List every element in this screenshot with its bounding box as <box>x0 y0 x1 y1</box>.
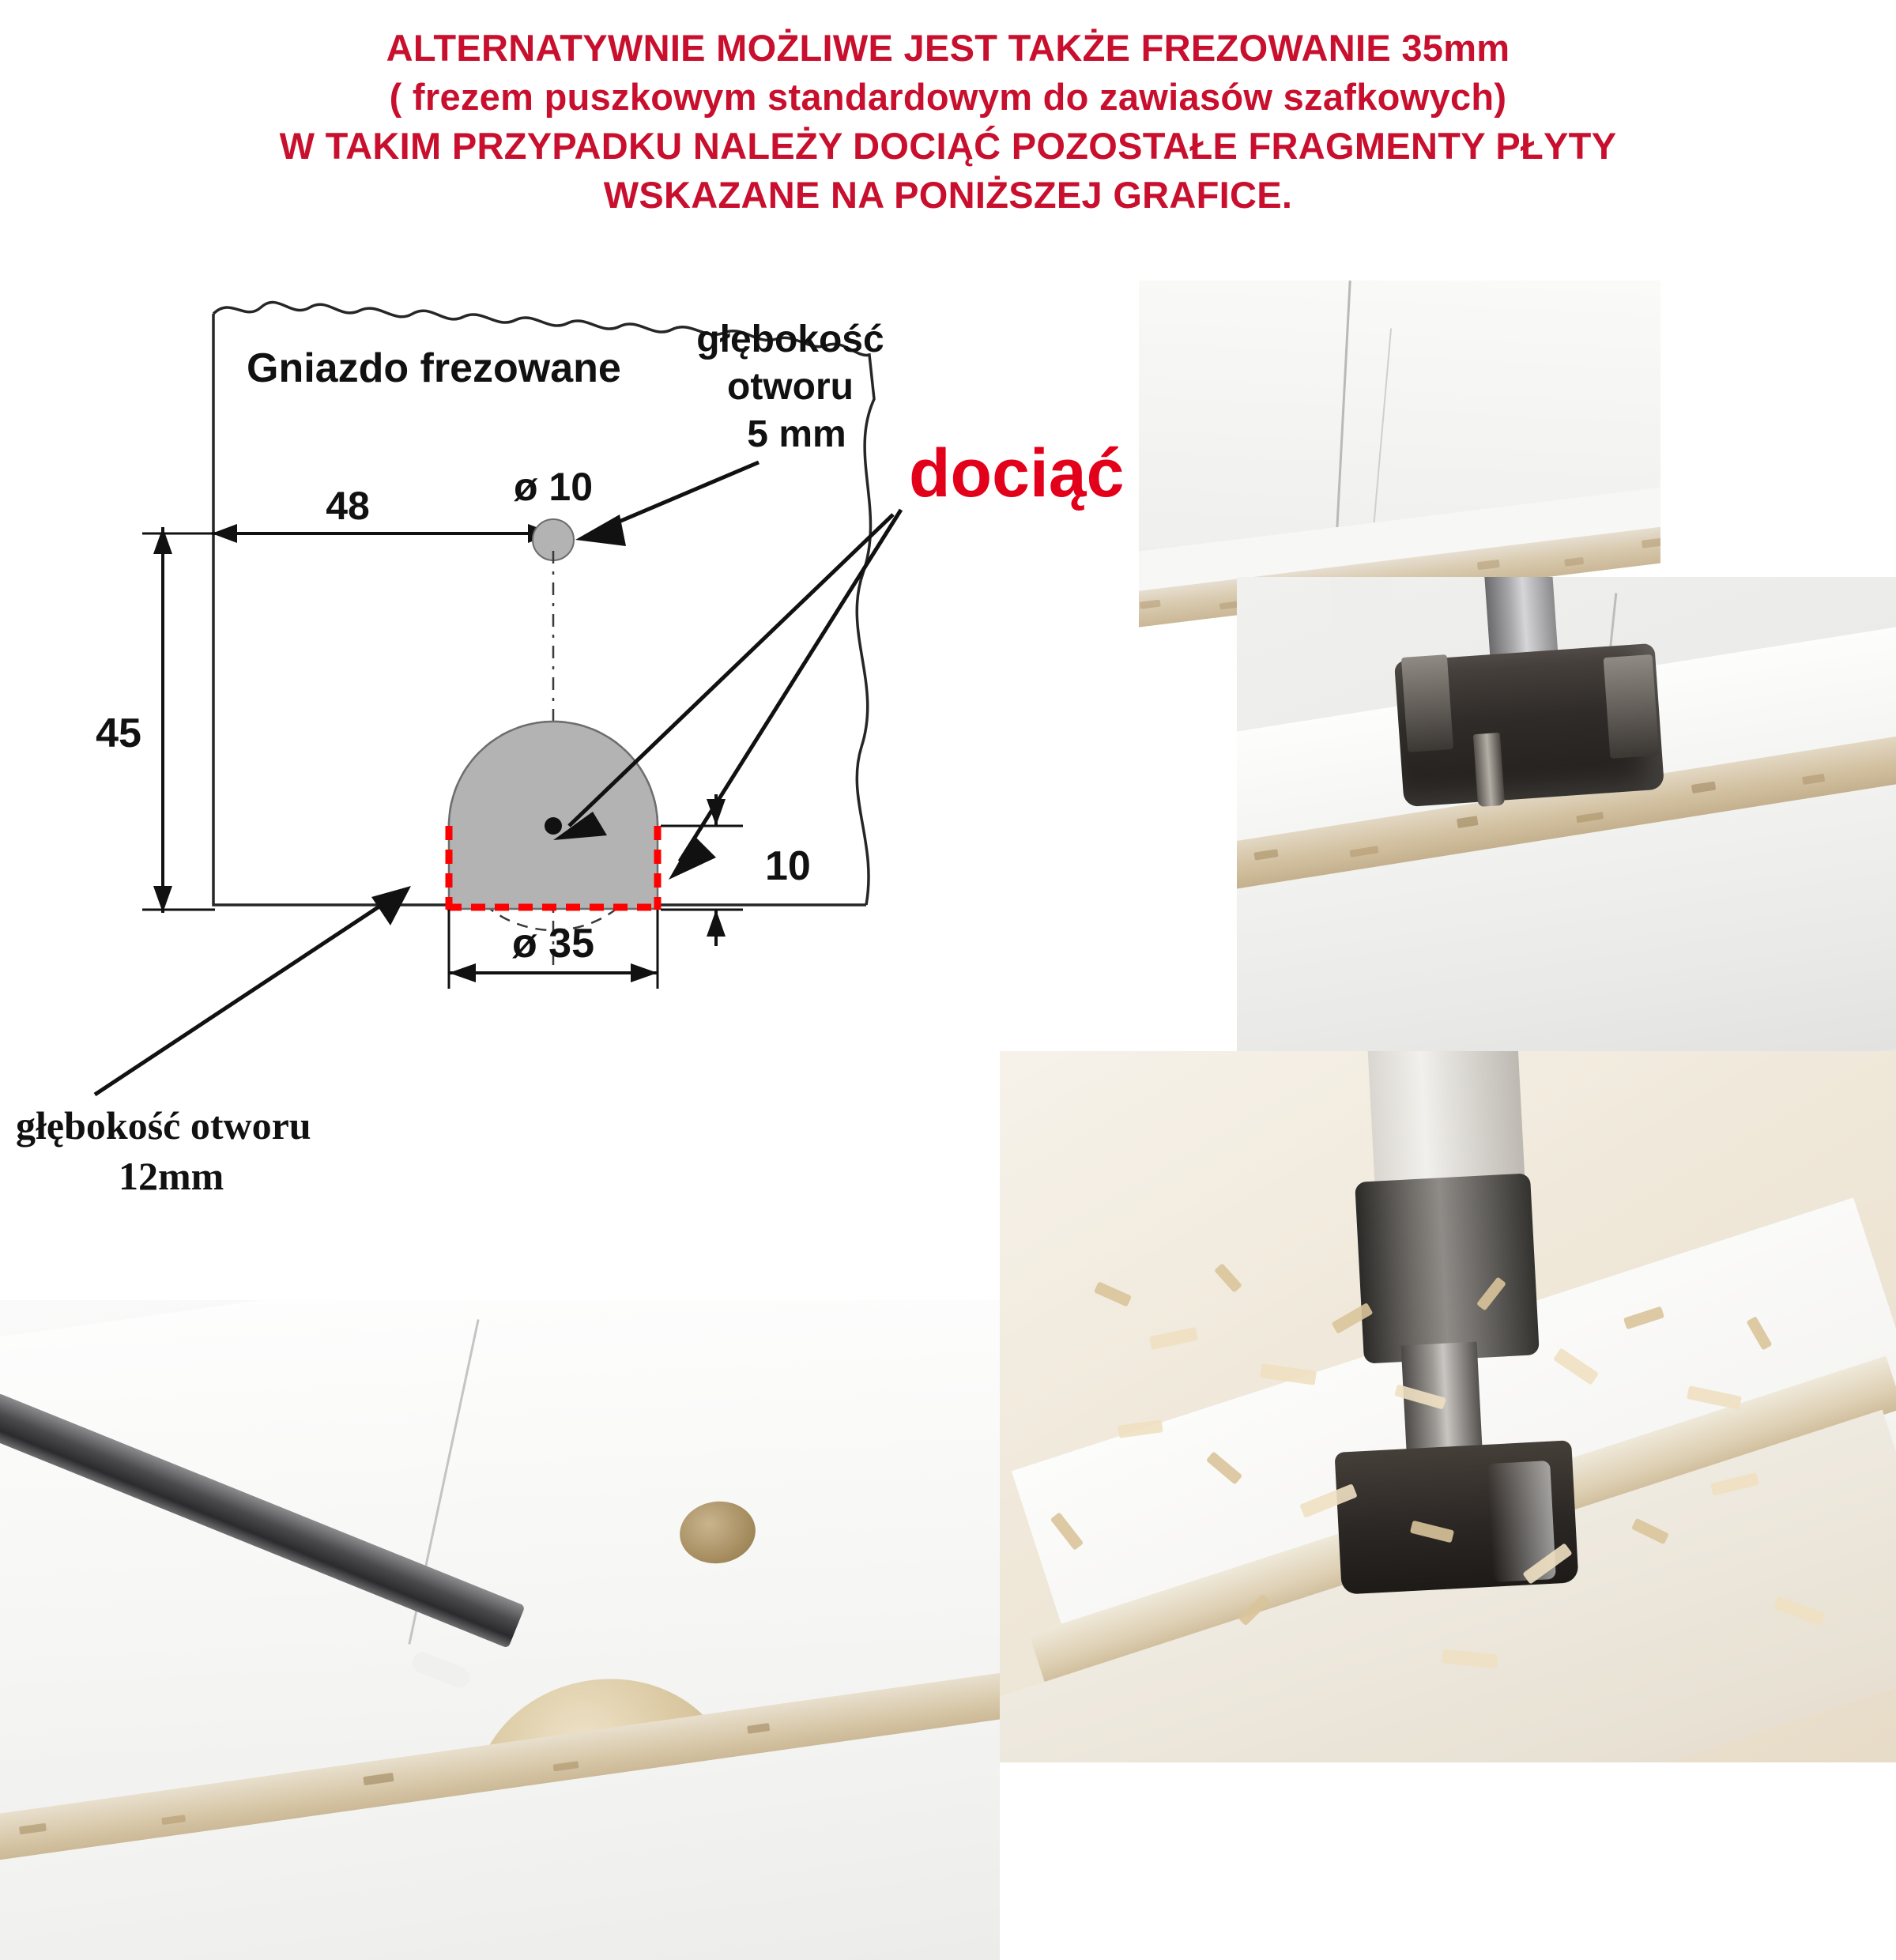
depth-5mm-label-line3: 5 mm <box>747 413 846 455</box>
dimension-10: 10 <box>765 843 811 889</box>
leader-arrow-5mm <box>575 514 626 546</box>
page-title-line-2: ( frezem puszkowym standardowym do zawiasów szafkowych) <box>389 76 1507 119</box>
depth-12mm-label-line1: głębokość otworu <box>16 1103 311 1148</box>
depth-5mm-label-line1: głębokość <box>696 318 884 360</box>
dimension-48: 48 <box>326 484 370 528</box>
forstner-bit-right-spur <box>1604 654 1660 759</box>
forstner-bit-left-spur <box>1401 654 1453 752</box>
page-title-line-4: WSKAZANE NA PONIŻSZEJ GRAFICE. <box>603 174 1293 217</box>
dimension-dia-10: ø 10 <box>513 465 594 509</box>
depth-5mm-label-line2: otworu <box>727 366 854 408</box>
depth-12mm-label-line2: 12mm <box>119 1154 224 1198</box>
forstner-bit-center-point <box>1473 733 1505 807</box>
page-title <box>0 24 1896 220</box>
photo-forstner-bit-on-board <box>1237 577 1896 1051</box>
page-title-line-1: ALTERNATYWNIE MOŻLIWE JEST TAKŻE FREZOWANIE 35mm <box>386 27 1510 69</box>
dimension-dia-35: ø 35 <box>511 921 595 967</box>
drill-collar <box>1355 1173 1540 1363</box>
socket-label: Gniazdo frezowane <box>247 345 621 391</box>
technical-drawing <box>0 273 1125 1300</box>
photo-drilling-with-chips <box>1000 1051 1896 1762</box>
page-title-line-3: W TAKIM PRZYPADKU NALEŻY DOCIĄĆ POZOSTAŁE FRAGMENTY PŁYTY <box>279 125 1617 168</box>
leader-arrow-cut-right <box>669 835 716 880</box>
milled-socket <box>449 722 658 909</box>
cut-callout-label: dociąć <box>909 435 1125 511</box>
forstner-bit-flute-gap <box>1329 577 1393 636</box>
dimension-45: 45 <box>96 710 141 756</box>
photo-saw-and-cut-plug <box>0 1300 1000 1960</box>
